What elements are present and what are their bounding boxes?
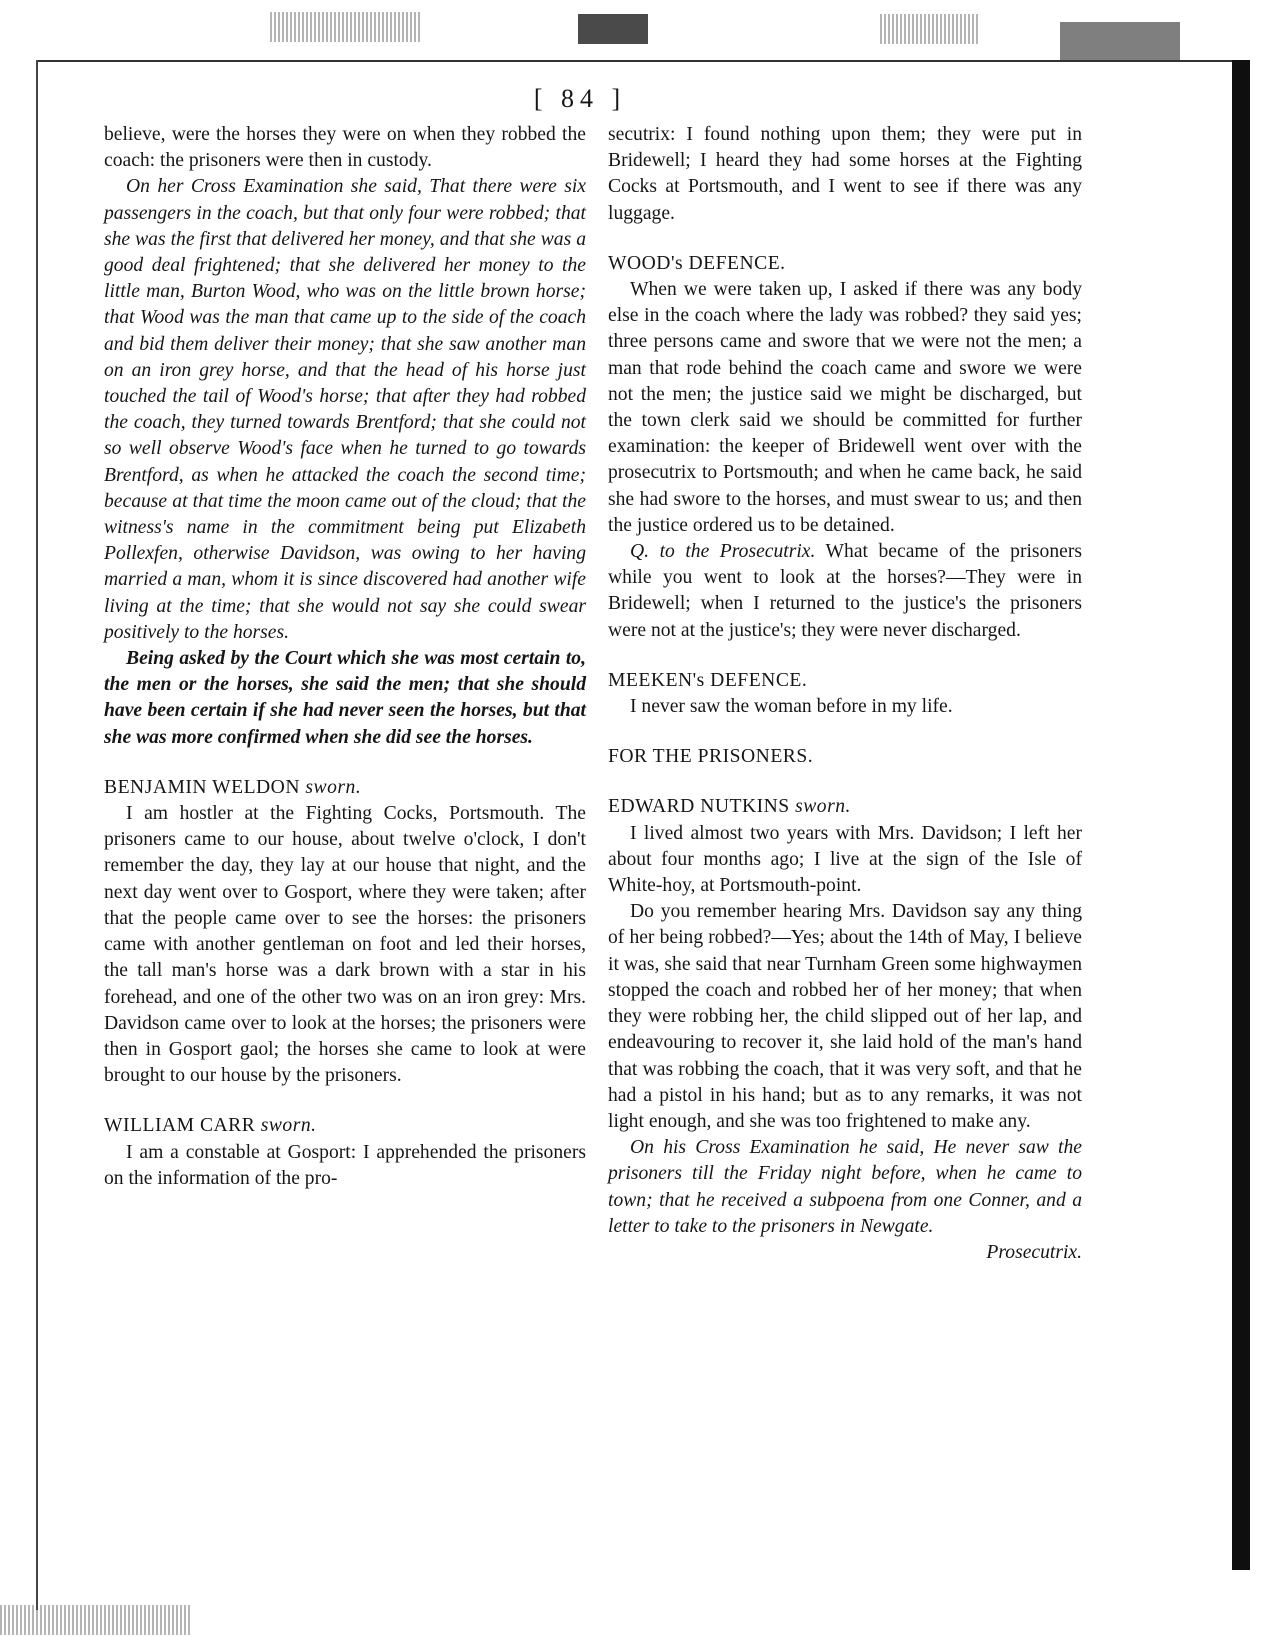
weldon-testimony: I am hostler at the Fighting Cocks, Portsmouth. The prisoners came to our house, about twelve o'clock, I don't remember the day, they lay at our house that night, and the next day went over to Gosport, where they were taken; after that the people came over to see the horses: the prisoners came with another gentleman on foot and led their horses, the tall man's horse was a dark brown with a star in his forehead, and one of the other two was on an iron grey: Mrs. Davidson came over to look at the horses; the prisoners were then in Gosport gaol; the horses she came to look at were brought to our house by the prisoners.	[104, 803, 586, 1087]
catchword: Prosecutrix.	[986, 1241, 1082, 1263]
scan-artifact-top-right	[880, 14, 980, 44]
scan-artifact-top-left	[270, 12, 420, 42]
weldon-heading: BENJAMIN WELDON sworn.	[104, 776, 362, 798]
for-prisoners-heading: FOR THE PRISONERS.	[608, 746, 814, 768]
cross-examination-paragraph: On her Cross Examination she said, That there were six passengers in the coach, but that only four were robbed; that she was the first that delivered her money, and that she was a good deal frightened; that she delivered her money to the little man, Burton Wood, who was on the little brown horse; that Wood was the man that came up to the side of the coach and bid them deliver their money; that she saw another man on an iron grey horse, and that the head of his horse just touched the tail of Wood's horse; that after they had robbed the coach, they turned towards Brentford; that she could not so well observe Wood's face when he turned to go towards Brentford, as when he attacked the coach the second time; because at that time the moon came out of the cloud; that the witness's name in the commitment being put Elizabeth Pollexfen, otherwise Davidson, was owing to her having married a man, whom it is since discovered had another wife living at the time; that she would not say she could swear positively to the horses.	[104, 176, 586, 643]
scan-artifact-top-center	[578, 14, 648, 44]
wood-defence-text: When we were taken up, I asked if there was any body else in the coach where the lady was robbed? they said yes; three persons came and swore that we were not the men; a man that rode behind the coach came and swore we were not the men; the justice said we might be discharged, but the town clerk said we should be committed for further examination: the keeper of Bridewell went over with the prosecutrix to Portsmouth; and when he came back, he said she had swore to the horses, and must swear to us; and then the justice ordered us to be detained.	[608, 279, 1082, 536]
scan-artifact-top-corner	[1060, 22, 1180, 62]
page-binding-shadow	[1232, 60, 1250, 1570]
court-question-paragraph: Being asked by the Court which she was most certain to, the men or the horses, she said the men; that she should have been certain if she had never seen the horses, but that she was more confirmed when she did see the horses.	[104, 648, 586, 748]
page-top-edge	[36, 60, 1236, 62]
nutkins-heading: EDWARD NUTKINS sworn.	[608, 796, 851, 818]
carr-heading: WILLIAM CARR sworn.	[104, 1115, 317, 1137]
carr-testimony: I am a constable at Gosport: I apprehended the prisoners on the information of the pro-	[104, 1141, 586, 1189]
right-paragraph-1: secutrix: I found nothing upon them; they were put in Bridewell; I heard they had some horses at the Fighting Cocks at Portsmouth, and I went to see if there was any luggage.	[608, 124, 1082, 224]
nutkins-cross-examination: On his Cross Examination he said, He never saw the prisoners till the Friday night before, when he came to town; that he received a subpoena from one Conner, and a letter to take to the prisoners in Newgate.	[608, 1137, 1082, 1237]
page-number: [ 84 ]	[533, 84, 627, 113]
left-paragraph-1: believe, were the horses they were on when they robbed the coach: the prisoners were then in custody.	[104, 124, 586, 172]
right-column	[608, 122, 1082, 1266]
meeken-defence-heading: MEEKEN's DEFENCE.	[608, 669, 808, 691]
left-column	[104, 122, 586, 1192]
meeken-defence-text: I never saw the woman before in my life.	[630, 696, 953, 718]
nutkins-paragraph-2: Do you remember hearing Mrs. Davidson say any thing of her being robbed?—Yes; about the 14th of May, I believe it was, she said that near Turnham Green some highwaymen stopped the coach and robbed her of her money; that when they were robbing her, the child slipped out of her lap, and endeavouring to recover it, she laid hold of the man's hand that was robbing the coach, that it was very soft, and that he had a pistol in his hand; but as to any remarks, it was not light enough, and she was too frightened to make any.	[608, 901, 1082, 1132]
question-paragraph: Q. to the Prosecutrix. What became of the prisoners while you went to look at the horses?—They were in Bridewell; when I returned to the justice's the prisoners were not at the justice's; they were never discharged.	[608, 541, 1082, 641]
wood-defence-heading: WOOD's DEFENCE.	[608, 252, 786, 274]
scan-artifact-bottom-left	[0, 1605, 190, 1635]
page-left-edge	[36, 60, 38, 1610]
nutkins-paragraph-1: I lived almost two years with Mrs. Davidson; I left her about four months ago; I live at the sign of the Isle of White-hoy, at Portsmouth-point.	[608, 822, 1082, 897]
